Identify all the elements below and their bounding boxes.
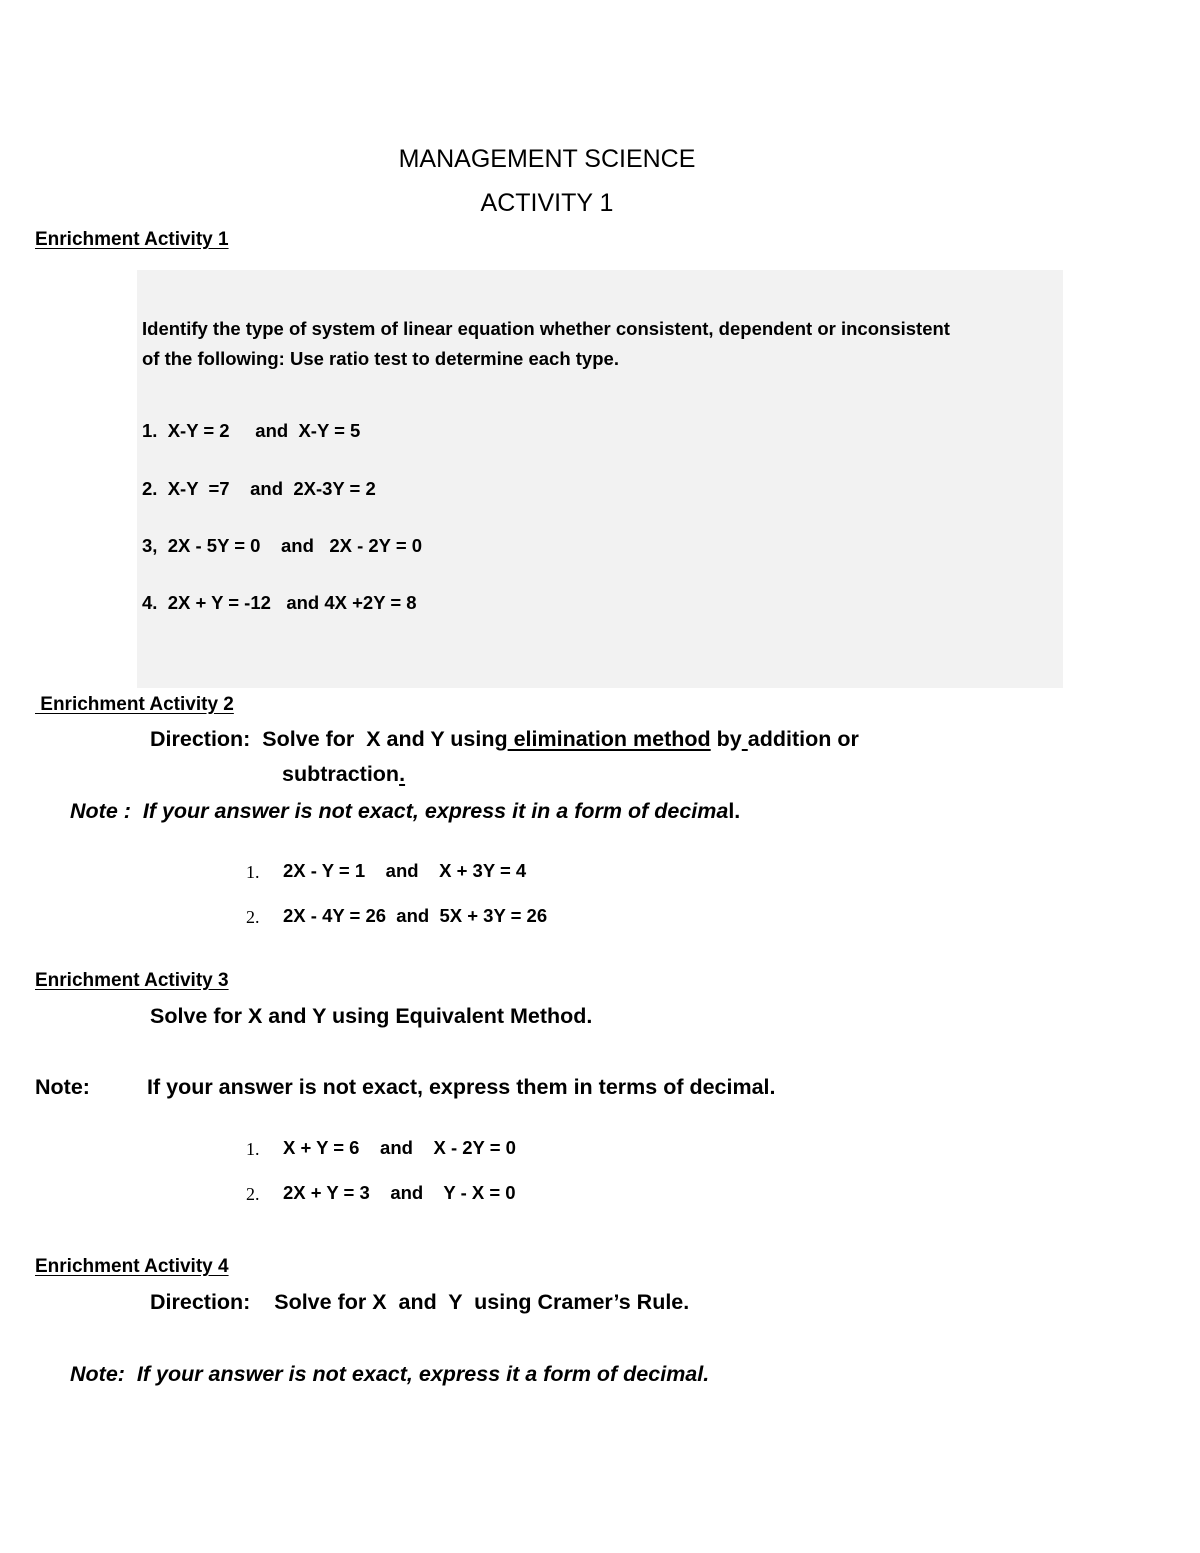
activity-1-instruction-line-2: of the following: Use ratio test to determine each type.: [142, 348, 619, 369]
direction-label: Direction: Solve for X and Y using: [150, 727, 508, 751]
activity-2-direction: [150, 727, 859, 752]
activity-4-note: Note: If your answer is not exact, express it a form of decimal.: [70, 1362, 710, 1386]
activity-4-heading: Enrichment Activity 4: [35, 1256, 229, 1277]
list-number: 2.: [246, 1184, 260, 1204]
direction-rest: addition or: [747, 727, 859, 751]
direction-line-2-period: .: [399, 762, 406, 786]
activity-2-note: [70, 799, 740, 824]
document-subtitle: ACTIVITY 1: [480, 189, 614, 217]
activity-1-instruction-line-1: Identify the type of system of linear equation whether consistent, dependent or inconsistent: [142, 318, 950, 339]
activity-1-item: 4. 2X + Y = -12 and 4X +2Y = 8: [142, 592, 417, 613]
note-main: Note : If your answer is not exact, express it in a form of decima: [70, 799, 729, 823]
list-number: 1.: [246, 1139, 260, 1159]
activity-3-note-label: Note:: [35, 1075, 90, 1099]
activity-2-heading: Enrichment Activity 2: [35, 694, 234, 715]
activity-2-direction-line-2: [282, 762, 405, 787]
activity-1-item: 1. X-Y = 2 and X-Y = 5: [142, 420, 361, 441]
activity-4-direction: Direction: Solve for X and Y using Cramer’s Rule.: [150, 1290, 690, 1314]
activity-3-note-text: If your answer is not exact, express them in terms of decimal.: [147, 1075, 776, 1099]
note-end: l.: [728, 799, 741, 823]
document-title: MANAGEMENT SCIENCE: [398, 145, 696, 173]
activity-2-equation: 2X - 4Y = 26 and 5X + 3Y = 26: [283, 905, 548, 926]
activity-3-direction: Solve for X and Y using Equivalent Method.: [150, 1004, 593, 1028]
activity-3-heading: Enrichment Activity 3: [35, 970, 229, 991]
list-number: 2.: [246, 907, 260, 927]
activity-2-equation: 2X - Y = 1 and X + 3Y = 4: [283, 860, 527, 881]
activity-3-equation: 2X + Y = 3 and Y - X = 0: [283, 1182, 516, 1203]
list-number: 1.: [246, 862, 260, 882]
direction-line-2-text: subtraction: [282, 762, 400, 786]
activity-3-equation: X + Y = 6 and X - 2Y = 0: [283, 1137, 516, 1158]
direction-method: elimination method: [507, 727, 711, 751]
activity-1-item: 2. X-Y =7 and 2X-3Y = 2: [142, 478, 376, 499]
direction-by: by: [710, 727, 742, 751]
activity-1-item: 3, 2X - 5Y = 0 and 2X - 2Y = 0: [142, 535, 423, 556]
activity-1-heading: Enrichment Activity 1: [35, 229, 229, 250]
